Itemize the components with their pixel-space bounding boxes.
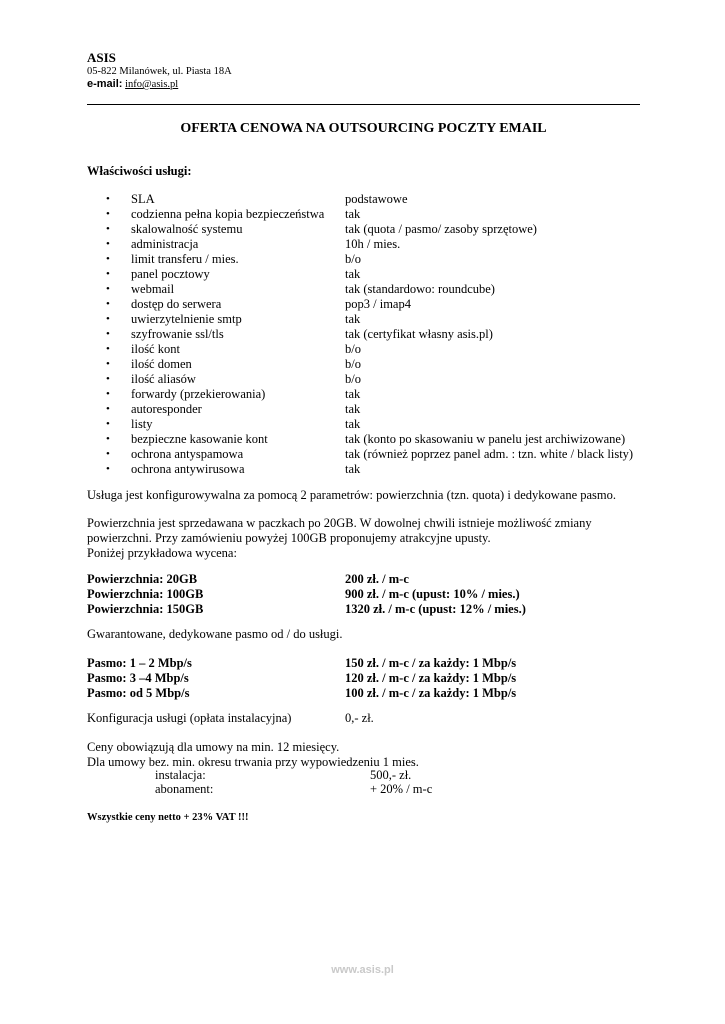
feature-item (87, 207, 647, 222)
feature-item (87, 372, 647, 387)
install-label: instalacja: (155, 768, 206, 782)
storage-description (87, 516, 647, 561)
feature-name: ochrona antywirusowa (131, 462, 245, 476)
bullet-icon: • (106, 403, 110, 415)
bullet-icon: • (106, 388, 110, 400)
feature-value: tak (345, 402, 361, 416)
feature-name: szyfrowanie ssl/tls (131, 327, 224, 341)
footer-website: www.asis.pl (331, 964, 394, 976)
page-title: OFERTA CENOWA NA OUTSOURCING POCZTY EMAIL (180, 121, 547, 136)
feature-value: tak (quota / pasmo/ zasoby sprzętowe) (345, 222, 537, 236)
feature-item (87, 222, 647, 237)
bandwidth-price-row (87, 686, 647, 701)
bullet-icon: • (106, 313, 110, 325)
feature-name: uwierzytelnienie smtp (131, 312, 242, 326)
feature-item (87, 267, 647, 282)
bandwidth-label: Pasmo: od 5 Mbp/s (87, 686, 190, 700)
header-divider (87, 104, 640, 105)
vat-note: Wszystkie ceny netto + 23% VAT !!! (87, 812, 249, 823)
storage-line-3: Poniżej przykładowa wycena: (87, 546, 237, 560)
storage-line-1: Powierzchnia jest sprzedawana w paczkach po 20GB. W dowolnej chwili istnieje możliwość zmiany (87, 516, 592, 530)
feature-name: dostęp do serwera (131, 297, 222, 311)
subscription-value: + 20% / m-c (370, 782, 433, 796)
feature-item (87, 297, 647, 312)
storage-label: Powierzchnia: 150GB (87, 602, 204, 616)
email-link[interactable]: info@asis.pl (125, 79, 179, 90)
feature-name: panel pocztowy (131, 267, 210, 281)
bullet-icon: • (106, 223, 110, 235)
feature-value: tak (345, 462, 361, 476)
feature-value: b/o (345, 357, 361, 371)
bandwidth-label: Pasmo: 1 – 2 Mbp/s (87, 656, 192, 670)
feature-name: skalowalność systemu (131, 222, 243, 236)
storage-price: 1320 zł. / m-c (upust: 12% / mies.) (345, 602, 526, 616)
feature-value: pop3 / imap4 (345, 297, 411, 311)
bullet-icon: • (106, 238, 110, 250)
features-list (87, 192, 647, 477)
feature-value: tak (345, 312, 361, 326)
feature-item (87, 387, 647, 402)
feature-item (87, 252, 647, 267)
bullet-icon: • (106, 448, 110, 460)
storage-label: Powierzchnia: 20GB (87, 572, 198, 586)
feature-value: b/o (345, 252, 361, 266)
feature-name: ilość aliasów (131, 372, 196, 386)
feature-item (87, 327, 647, 342)
feature-item (87, 357, 647, 372)
feature-value: podstawowe (345, 192, 408, 206)
setup-label: Konfiguracja usługi (opłata instalacyjna) (87, 711, 292, 725)
storage-label: Powierzchnia: 100GB (87, 587, 204, 601)
feature-item (87, 447, 647, 462)
email-row (87, 78, 178, 90)
feature-item (87, 462, 647, 477)
feature-value: tak (standardowo: roundcube) (345, 282, 495, 296)
storage-price: 900 zł. / m-c (upust: 10% / mies.) (345, 587, 520, 601)
feature-value: tak (345, 207, 361, 221)
feature-value: b/o (345, 342, 361, 356)
bandwidth-note: Gwarantowane, dedykowane pasmo od / do usługi. (87, 627, 343, 641)
feature-value: b/o (345, 372, 361, 386)
config-note: Usługa jest konfigurowywalna za pomocą 2 parametrów: powierzchnia (tzn. quota) i dedykowane pasmo. (87, 488, 616, 502)
feature-item (87, 432, 647, 447)
company-address: 05-822 Milanówek, ul. Piasta 18A (87, 66, 232, 77)
feature-name: limit transferu / mies. (131, 252, 239, 266)
feature-value: tak (345, 417, 361, 431)
bandwidth-price: 100 zł. / m-c / za każdy: 1 Mbp/s (345, 686, 517, 700)
feature-item (87, 192, 647, 207)
setup-price: 0,- zł. (345, 711, 374, 725)
storage-price-row (87, 602, 647, 617)
contract-line-1: Ceny obowiązują dla umowy na min. 12 miesięcy. (87, 740, 340, 754)
feature-value: tak (certyfikat własny asis.pl) (345, 327, 493, 341)
feature-item (87, 402, 647, 417)
feature-name: webmail (131, 282, 175, 296)
bullet-icon: • (106, 208, 110, 220)
feature-name: ochrona antyspamowa (131, 447, 244, 461)
storage-price: 200 zł. / m-c (345, 572, 409, 586)
contract-line-2: Dla umowy bez. min. okresu trwania przy wypowiedzeniu 1 mies. (87, 755, 419, 769)
storage-line-2: powierzchni. Przy zamówieniu powyżej 100GB proponujemy atrakcyjne upusty. (87, 531, 491, 545)
bullet-icon: • (106, 283, 110, 295)
bandwidth-price-row (87, 671, 647, 686)
feature-name: SLA (131, 192, 155, 206)
feature-value: tak (345, 387, 361, 401)
feature-name: ilość kont (131, 342, 180, 356)
company-name: ASIS (87, 50, 116, 65)
feature-value: tak (konto po skasowaniu w panelu jest archiwizowane) (345, 432, 626, 446)
feature-name: administracja (131, 237, 199, 251)
feature-name: ilość domen (131, 357, 192, 371)
setup-fee-row (87, 711, 647, 726)
feature-item (87, 282, 647, 297)
install-value: 500,- zł. (370, 768, 412, 782)
bullet-icon: • (106, 328, 110, 340)
feature-item (87, 312, 647, 327)
bullet-icon: • (106, 418, 110, 430)
bullet-icon: • (106, 358, 110, 370)
bullet-icon: • (106, 373, 110, 385)
bandwidth-label: Pasmo: 3 –4 Mbp/s (87, 671, 189, 685)
feature-item (87, 417, 647, 432)
feature-name: autoresponder (131, 402, 202, 416)
storage-price-row (87, 572, 647, 587)
feature-name: codzienna pełna kopia bezpieczeństwa (131, 207, 325, 221)
feature-name: bezpieczne kasowanie kont (131, 432, 268, 446)
feature-name: forwardy (przekierowania) (131, 387, 266, 401)
bullet-icon: • (106, 298, 110, 310)
bullet-icon: • (106, 433, 110, 445)
feature-name: listy (131, 417, 153, 431)
storage-price-row (87, 587, 647, 602)
bullet-icon: • (106, 463, 110, 475)
bullet-icon: • (106, 193, 110, 205)
feature-item (87, 237, 647, 252)
bullet-icon: • (106, 253, 110, 265)
bandwidth-price-row (87, 656, 647, 671)
feature-value: tak (również poprzez panel adm. : tzn. white / black listy) (345, 447, 634, 461)
bullet-icon: • (106, 268, 110, 280)
features-heading: Właściwości usługi: (87, 164, 192, 178)
subscription-label: abonament: (155, 782, 214, 796)
bullet-icon: • (106, 343, 110, 355)
contract-terms (87, 740, 647, 770)
feature-value: 10h / mies. (345, 237, 401, 251)
bandwidth-price: 150 zł. / m-c / za każdy: 1 Mbp/s (345, 656, 517, 670)
feature-item (87, 342, 647, 357)
bandwidth-price: 120 zł. / m-c / za każdy: 1 Mbp/s (345, 671, 517, 685)
feature-value: tak (345, 267, 361, 281)
email-label: e-mail: (87, 78, 123, 90)
